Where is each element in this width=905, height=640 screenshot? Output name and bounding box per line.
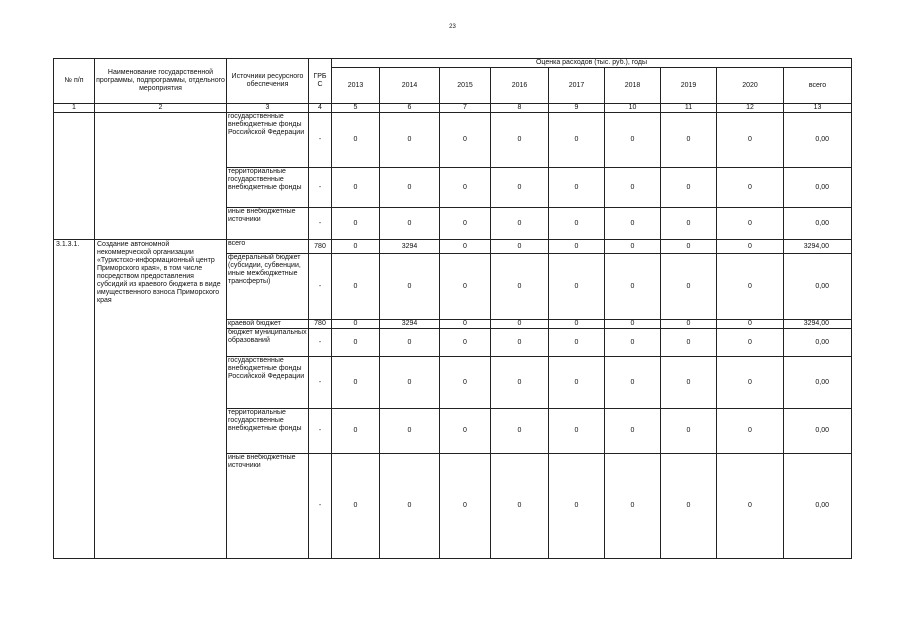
header-name: Наименование государственной программы, подпрограммы, отдельного мероприятия xyxy=(95,59,227,104)
grbs-cell: 780 xyxy=(309,320,332,329)
grbs-cell: - xyxy=(309,168,332,208)
index-cell: 4 xyxy=(309,104,332,113)
value-cell: 3294 xyxy=(380,240,440,254)
value-cell: 0 xyxy=(549,454,605,559)
header-group-title: Оценка расходов (тыс. руб.), годы xyxy=(332,59,852,68)
value-cell: 0 xyxy=(605,454,661,559)
value-cell: 0 xyxy=(605,254,661,320)
value-cell: 0 xyxy=(491,329,549,357)
header-year: 2020 xyxy=(717,68,784,104)
value-cell: 0 xyxy=(440,240,491,254)
value-cell: 0 xyxy=(605,409,661,454)
value-cell: 0 xyxy=(440,320,491,329)
value-cell: 0 xyxy=(440,254,491,320)
value-cell: 0 xyxy=(332,320,380,329)
source-cell: всего xyxy=(227,240,309,254)
table-row xyxy=(54,113,852,168)
grbs-cell: - xyxy=(309,409,332,454)
header-year: всего xyxy=(784,68,852,104)
index-cell: 3 xyxy=(227,104,309,113)
value-cell: 0 xyxy=(440,113,491,168)
row-name-cell: Создание автономной некоммерческой организации «Туристско-информационный центр Приморского края», в том числе посредством предоставления субсидий из краевого бюджета в виде имущественного взноса Приморского края xyxy=(95,240,227,559)
value-cell: 0 xyxy=(717,409,784,454)
value-cell: 0 xyxy=(605,329,661,357)
budget-table xyxy=(53,58,852,559)
index-row xyxy=(54,104,852,113)
value-cell: 0 xyxy=(332,168,380,208)
source-cell: территориальные государственные внебюджетные фонды xyxy=(227,168,309,208)
value-cell: 0 xyxy=(549,409,605,454)
value-cell: 0 xyxy=(491,168,549,208)
value-cell: 0 xyxy=(549,113,605,168)
value-cell: 0 xyxy=(661,113,717,168)
value-cell: 0 xyxy=(661,454,717,559)
value-cell: 0 xyxy=(380,454,440,559)
value-cell: 0 xyxy=(605,208,661,240)
value-cell: 0 xyxy=(491,208,549,240)
value-cell: 0 xyxy=(380,329,440,357)
total-cell: 3294,00 xyxy=(784,240,852,254)
source-cell: бюджет муниципальных образований xyxy=(227,329,309,357)
value-cell: 0 xyxy=(332,254,380,320)
source-cell: иные внебюджетные источники xyxy=(227,208,309,240)
index-cell: 1 xyxy=(54,104,95,113)
index-cell: 2 xyxy=(95,104,227,113)
value-cell: 0 xyxy=(440,409,491,454)
grbs-cell: - xyxy=(309,454,332,559)
value-cell: 0 xyxy=(661,409,717,454)
header-source: Источники ресурсного обеспечения xyxy=(227,59,309,104)
value-cell: 0 xyxy=(717,113,784,168)
value-cell: 0 xyxy=(332,240,380,254)
index-cell: 13 xyxy=(784,104,852,113)
value-cell: 0 xyxy=(661,329,717,357)
header-year: 2014 xyxy=(380,68,440,104)
value-cell: 0 xyxy=(491,409,549,454)
index-cell: 8 xyxy=(491,104,549,113)
value-cell: 0 xyxy=(717,208,784,240)
index-cell: 12 xyxy=(717,104,784,113)
value-cell: 0 xyxy=(549,240,605,254)
value-cell: 0 xyxy=(332,454,380,559)
value-cell: 0 xyxy=(332,357,380,409)
source-cell: государственные внебюджетные фонды Российской Федерации xyxy=(227,113,309,168)
total-cell: 0,00 xyxy=(784,254,852,320)
total-cell: 0,00 xyxy=(784,168,852,208)
grbs-cell: 780 xyxy=(309,240,332,254)
grbs-cell: - xyxy=(309,208,332,240)
value-cell: 0 xyxy=(332,329,380,357)
value-cell: 0 xyxy=(549,329,605,357)
header-year: 2018 xyxy=(605,68,661,104)
header-year: 2013 xyxy=(332,68,380,104)
value-cell: 0 xyxy=(491,454,549,559)
table-row xyxy=(54,240,852,254)
value-cell: 0 xyxy=(717,254,784,320)
value-cell: 0 xyxy=(605,113,661,168)
total-cell: 0,00 xyxy=(784,329,852,357)
value-cell: 0 xyxy=(717,329,784,357)
value-cell: 0 xyxy=(380,168,440,208)
total-cell: 0,00 xyxy=(784,357,852,409)
value-cell: 0 xyxy=(549,320,605,329)
source-cell: территориальные государственные внебюджетные фонды xyxy=(227,409,309,454)
index-cell: 10 xyxy=(605,104,661,113)
value-cell: 0 xyxy=(549,254,605,320)
total-cell: 0,00 xyxy=(784,208,852,240)
value-cell: 0 xyxy=(380,254,440,320)
value-cell: 0 xyxy=(332,208,380,240)
value-cell: 0 xyxy=(605,320,661,329)
value-cell: 0 xyxy=(440,329,491,357)
value-cell: 0 xyxy=(380,113,440,168)
value-cell: 0 xyxy=(605,357,661,409)
value-cell: 0 xyxy=(717,454,784,559)
total-cell: 3294,00 xyxy=(784,320,852,329)
row-code-cell: 3.1.3.1. xyxy=(54,240,95,559)
value-cell: 0 xyxy=(491,254,549,320)
value-cell: 3294 xyxy=(380,320,440,329)
value-cell: 0 xyxy=(380,208,440,240)
index-cell: 5 xyxy=(332,104,380,113)
value-cell: 0 xyxy=(717,240,784,254)
value-cell: 0 xyxy=(380,357,440,409)
header-year: 2015 xyxy=(440,68,491,104)
total-cell: 0,00 xyxy=(784,113,852,168)
total-cell: 0,00 xyxy=(784,454,852,559)
value-cell: 0 xyxy=(440,454,491,559)
index-cell: 7 xyxy=(440,104,491,113)
value-cell: 0 xyxy=(605,168,661,208)
page-number: 23 xyxy=(449,24,456,30)
value-cell: 0 xyxy=(661,240,717,254)
index-cell: 6 xyxy=(380,104,440,113)
value-cell: 0 xyxy=(440,357,491,409)
value-cell: 0 xyxy=(380,409,440,454)
value-cell: 0 xyxy=(549,357,605,409)
value-cell: 0 xyxy=(440,208,491,240)
grbs-cell: - xyxy=(309,329,332,357)
source-cell: иные внебюджетные источники xyxy=(227,454,309,559)
value-cell: 0 xyxy=(491,113,549,168)
row-name-cell xyxy=(95,113,227,240)
value-cell: 0 xyxy=(440,168,491,208)
value-cell: 0 xyxy=(605,240,661,254)
value-cell: 0 xyxy=(491,357,549,409)
grbs-cell: - xyxy=(309,357,332,409)
row-code-cell xyxy=(54,113,95,240)
value-cell: 0 xyxy=(491,240,549,254)
header-no: № п/п xyxy=(54,59,95,104)
header-year: 2016 xyxy=(491,68,549,104)
value-cell: 0 xyxy=(661,208,717,240)
value-cell: 0 xyxy=(332,113,380,168)
value-cell: 0 xyxy=(717,357,784,409)
header-year: 2017 xyxy=(549,68,605,104)
value-cell: 0 xyxy=(661,168,717,208)
index-cell: 9 xyxy=(549,104,605,113)
source-cell: краевой бюджет xyxy=(227,320,309,329)
value-cell: 0 xyxy=(332,409,380,454)
value-cell: 0 xyxy=(661,320,717,329)
value-cell: 0 xyxy=(491,320,549,329)
value-cell: 0 xyxy=(717,320,784,329)
source-cell: федеральный бюджет (субсидии, субвенции, иные межбюджетные трансферты) xyxy=(227,254,309,320)
value-cell: 0 xyxy=(549,208,605,240)
value-cell: 0 xyxy=(661,254,717,320)
total-cell: 0,00 xyxy=(784,409,852,454)
source-cell: государственные внебюджетные фонды Российской Федерации xyxy=(227,357,309,409)
value-cell: 0 xyxy=(661,357,717,409)
grbs-cell: - xyxy=(309,254,332,320)
value-cell: 0 xyxy=(717,168,784,208)
index-cell: 11 xyxy=(661,104,717,113)
header-year: 2019 xyxy=(661,68,717,104)
value-cell: 0 xyxy=(549,168,605,208)
header-grbs: ГРБ С xyxy=(309,59,332,104)
grbs-cell: - xyxy=(309,113,332,168)
